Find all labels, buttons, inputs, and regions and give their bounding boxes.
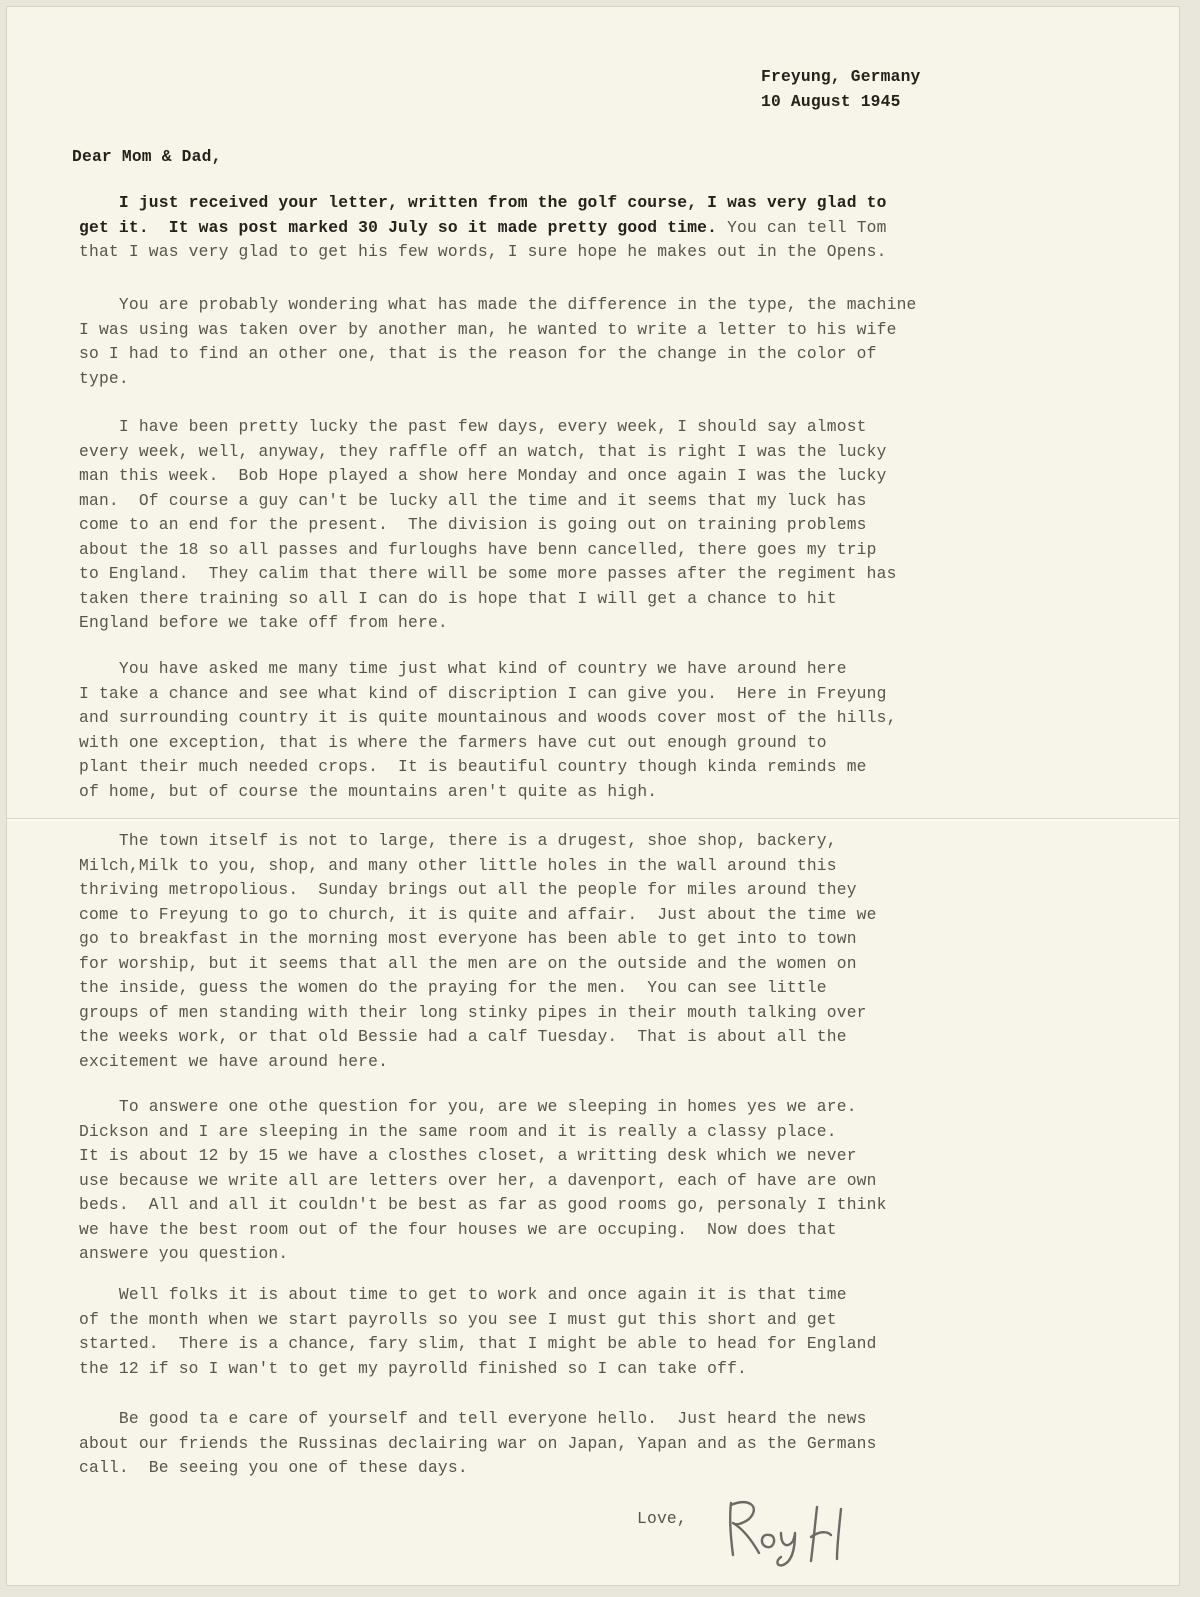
- body-line: You are probably wondering what has made the difference in the type, the machine: [79, 295, 917, 314]
- body-line: go to breakfast in the morning most everyone has been able to get into to town: [79, 929, 857, 948]
- body-line: man. Of course a guy can't be lucky all the time and it seems that my luck has: [79, 490, 867, 510]
- body-line: [79, 216, 887, 241]
- body-line: so I had to find an other one, that is the reason for the change in the color of: [79, 344, 877, 363]
- valediction: Love,: [637, 1509, 687, 1528]
- body-line: come to an end for the present. The division is going out on training problems: [79, 515, 867, 534]
- body-line-segment: You can tell Tom: [717, 217, 887, 237]
- body-line: type.: [79, 368, 129, 388]
- body-line: excitement we have around here.: [79, 1051, 389, 1071]
- body-line: call. Be seeing you one of these days.: [79, 1458, 468, 1477]
- body-line: Dickson and I are sleeping in the same room and it is really a classy place.: [79, 1121, 837, 1141]
- body-line: To answere one othe question for you, are we sleeping in homes yes we are.: [79, 1097, 857, 1116]
- signature: [719, 1495, 859, 1567]
- body-line: that I was very glad to get his few words, I sure hope he makes out in the Opens.: [79, 242, 887, 261]
- body-line: the inside, guess the women do the praying for the men. You can see little: [79, 978, 827, 997]
- body-line: Be good ta e care of yourself and tell everyone hello. Just heard the news: [79, 1409, 867, 1428]
- body-line: and surrounding country it is quite mountainous and woods cover most of the hills,: [79, 708, 897, 727]
- body-line: started. There is a chance, fary slim, that I might be able to head for England: [79, 1334, 877, 1353]
- body-line: the 12 if so I wan't to get my payrolld finished so I can take off.: [79, 1358, 748, 1378]
- body-line: You have asked me many time just what kind of country we have around here: [79, 659, 847, 678]
- body-line: taken there training so all I can do is hope that I will get a chance to hit: [79, 588, 837, 608]
- fold-crease-highlight: [7, 819, 1179, 821]
- letter-place: Freyung, Germany: [761, 67, 921, 86]
- body-line: every week, well, anyway, they raffle off an watch, that is right I was the lucky: [79, 441, 887, 461]
- body-line: we have the best room out of the four houses we are occuping. Now does that: [79, 1219, 837, 1239]
- body-line: I just received your letter, written from the golf course, I was very glad to: [79, 193, 887, 212]
- body-line: man this week. Bob Hope played a show here Monday and once again I was the lucky: [79, 466, 887, 485]
- body-line: come to Freyung to go to church, it is quite and affair. Just about the time we: [79, 904, 877, 924]
- body-line: about the 18 so all passes and furloughs have benn cancelled, there goes my trip: [79, 539, 877, 559]
- body-line: to England. They calim that there will be some more passes after the regiment has: [79, 564, 897, 583]
- body-line: of home, but of course the mountains aren't quite as high.: [79, 781, 658, 801]
- body-line: I take a chance and see what kind of discription I can give you. Here in Freyung: [79, 683, 887, 703]
- body-line: I was using was taken over by another man, he wanted to write a letter to his wife: [79, 319, 897, 339]
- letter-page: [6, 6, 1180, 1586]
- body-line: with one exception, that is where the farmers have cut out enough ground to: [79, 732, 827, 752]
- body-line: use because we write all are letters over her, a davenport, each of have are own: [79, 1170, 877, 1190]
- salutation: Dear Mom & Dad,: [72, 147, 222, 166]
- letter-date: 10 August 1945: [761, 92, 901, 111]
- body-line: beds. All and all it couldn't be best as far as good rooms go, personaly I think: [79, 1195, 887, 1214]
- body-line-segment: get it. It was post marked 30 July so it made pretty good time.: [79, 217, 718, 237]
- body-line: thriving metropolious. Sunday brings out all the people for miles around they: [79, 880, 857, 899]
- body-line: plant their much needed crops. It is beautiful country though kinda reminds me: [79, 757, 867, 776]
- body-line: for worship, but it seems that all the men are on the outside and the women on: [79, 953, 857, 973]
- body-line: of the month when we start payrolls so you see I must gut this short and get: [79, 1309, 837, 1329]
- body-line: groups of men standing with their long stinky pipes in their mouth talking over: [79, 1002, 867, 1022]
- body-line: I have been pretty lucky the past few days, every week, I should say almost: [79, 417, 867, 436]
- body-line: about our friends the Russinas declairing war on Japan, Yapan and as the Germans: [79, 1433, 877, 1453]
- body-line: the weeks work, or that old Bessie had a calf Tuesday. That is about all the: [79, 1027, 847, 1046]
- body-line: The town itself is not to large, there is a drugest, shoe shop, backery,: [79, 831, 837, 850]
- body-line: Milch,Milk to you, shop, and many other little holes in the wall around this: [79, 855, 837, 875]
- body-line: Well folks it is about time to get to work and once again it is that time: [79, 1285, 847, 1304]
- body-line: It is about 12 by 15 we have a closthes closet, a writting desk which we never: [79, 1146, 857, 1165]
- body-line: answere you question.: [79, 1244, 289, 1263]
- body-line: England before we take off from here.: [79, 613, 448, 632]
